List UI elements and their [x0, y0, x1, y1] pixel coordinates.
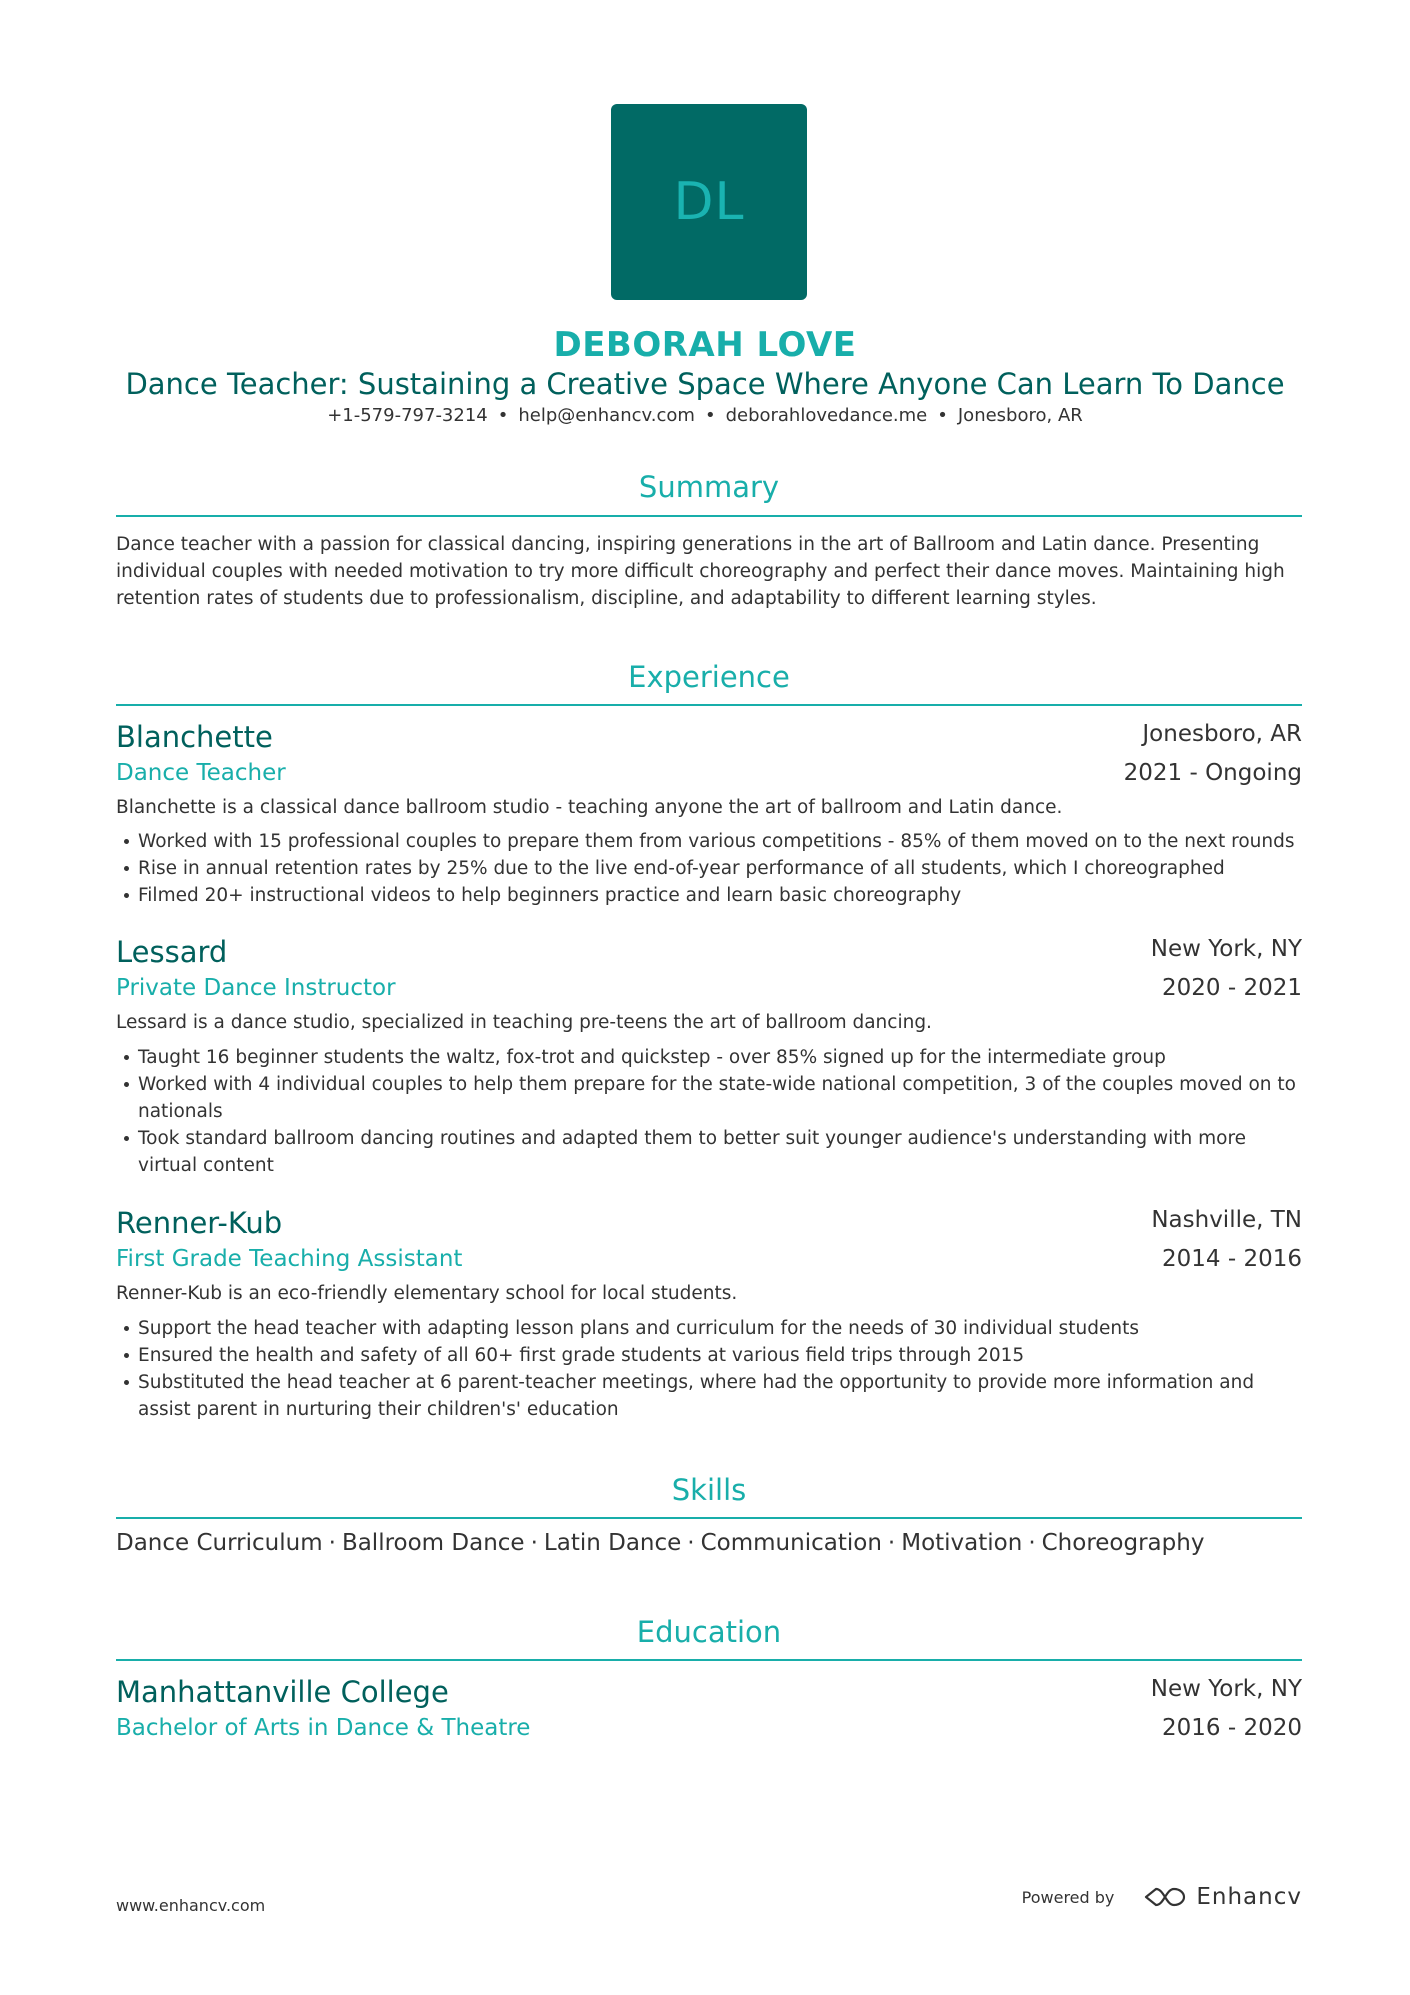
job-description: Blanchette is a classical dance ballroom studio - teaching anyone the art of ballroom and Latin dance. [116, 797, 1063, 818]
job-dates: 2020 - 2021 [1162, 975, 1302, 1001]
footer-website[interactable]: www.enhancv.com [116, 1896, 266, 1915]
skill-item: Dance Curriculum [116, 1530, 323, 1556]
contact-separator: • [704, 405, 716, 426]
skills-divider [116, 1517, 1302, 1519]
contact-location: Jonesboro, AR [957, 405, 1083, 426]
experience-heading: Experience [628, 660, 790, 694]
job-location: Jonesboro, AR [1142, 721, 1302, 747]
skill-separator: · [1028, 1530, 1036, 1556]
skill-separator: · [328, 1530, 336, 1556]
list-item: Taught 16 beginner students the waltz, fox-trot and quickstep - over 85% signed up for the intermediate group [116, 1044, 1302, 1071]
education-school: Manhattanville College [116, 1675, 449, 1709]
summary-heading: Summary [638, 470, 780, 504]
skills-list [116, 1530, 1302, 1556]
avatar [611, 104, 807, 300]
skill-separator: · [887, 1530, 896, 1556]
job-description: Renner-Kub is an eco-friendly elementary school for local students. [116, 1283, 738, 1304]
powered-by-label: Powered by [1021, 1887, 1115, 1907]
list-item: Support the head teacher with adapting lesson plans and curriculum for the needs of 30 individual students [116, 1315, 1302, 1342]
job-role: Dance Teacher [116, 760, 286, 786]
skill-item: Ballroom Dance [341, 1530, 525, 1556]
candidate-name: DEBORAH LOVE [553, 325, 857, 365]
contact-email[interactable]: help@enhancv.com [518, 405, 695, 426]
list-item: Filmed 20+ instructional videos to help beginners practice and learn basic choreography [116, 882, 1302, 909]
avatar-initials: DL [673, 172, 745, 232]
footer-branding[interactable] [1022, 1884, 1302, 1910]
job-location: New York, NY [1150, 936, 1302, 962]
education-dates: 2016 - 2020 [1162, 1715, 1302, 1741]
list-item: Worked with 4 individual couples to help them prepare for the state-wide national competition, 3 of the couples moved on to nationals [116, 1071, 1302, 1125]
job-bullets [116, 1315, 1302, 1423]
list-item: Ensured the health and safety of all 60+ first grade students at various field trips through 2015 [116, 1342, 1302, 1369]
summary-divider [116, 515, 1302, 517]
job-bullets [116, 828, 1302, 909]
experience-divider [116, 704, 1302, 706]
skill-item: Motivation [901, 1530, 1023, 1556]
list-item: Worked with 15 professional couples to prepare them from various competitions - 85% of them moved on to the next rounds [116, 828, 1302, 855]
job-role: Private Dance Instructor [116, 975, 396, 1001]
skill-separator: · [530, 1530, 538, 1556]
job-description: Lessard is a dance studio, specialized in teaching pre-teens the art of ballroom dancing. [116, 1012, 932, 1033]
job-location: Nashville, TN [1151, 1207, 1302, 1233]
skill-separator: · [687, 1530, 695, 1556]
candidate-headline: Dance Teacher: Sustaining a Creative Space Where Anyone Can Learn To Dance [125, 367, 1285, 401]
contact-line [0, 405, 1410, 426]
contact-website[interactable]: deborahlovedance.me [725, 405, 928, 426]
summary-text: Dance teacher with a passion for classical dancing, inspiring generations in the art of Ballroom and Latin dance. Presenting individual couples with needed motivation to try more difficult choreography and perfect their dance moves. Maintaining high retention rates of students due to professionalism, discipline, and adaptability to different learning styles. [116, 534, 1285, 609]
skill-item: Communication [700, 1530, 882, 1556]
job-company: Blanchette [116, 720, 273, 754]
job-company: Renner-Kub [116, 1206, 283, 1240]
list-item: Took standard ballroom dancing routines and adapted them to better suit younger audience's understanding with more virtual content [116, 1125, 1302, 1179]
contact-phone[interactable]: +1-579-797-3214 [327, 405, 488, 426]
job-dates: 2014 - 2016 [1162, 1246, 1302, 1272]
education-divider [116, 1659, 1302, 1661]
brand-name: Enhancv [1196, 1884, 1302, 1910]
job-dates: 2021 - Ongoing [1123, 760, 1302, 786]
list-item: Substituted the head teacher at 6 parent-teacher meetings, where had the opportunity to provide more information and assist parent in nurturing their children's' education [116, 1369, 1302, 1423]
education-location: New York, NY [1150, 1676, 1302, 1702]
skill-item: Latin Dance [543, 1530, 682, 1556]
job-role: First Grade Teaching Assistant [116, 1246, 463, 1272]
skill-item: Choreography [1041, 1530, 1205, 1556]
education-degree: Bachelor of Arts in Dance & Theatre [116, 1715, 531, 1741]
contact-separator: • [497, 405, 509, 426]
enhancv-logo-icon [1142, 1885, 1188, 1909]
job-bullets [116, 1044, 1302, 1179]
list-item: Rise in annual retention rates by 25% due to the live end-of-year performance of all students, which I choreographed [116, 855, 1302, 882]
education-heading: Education [636, 1615, 782, 1649]
job-company: Lessard [116, 935, 228, 969]
skills-heading: Skills [671, 1473, 747, 1507]
contact-separator: • [937, 405, 948, 426]
